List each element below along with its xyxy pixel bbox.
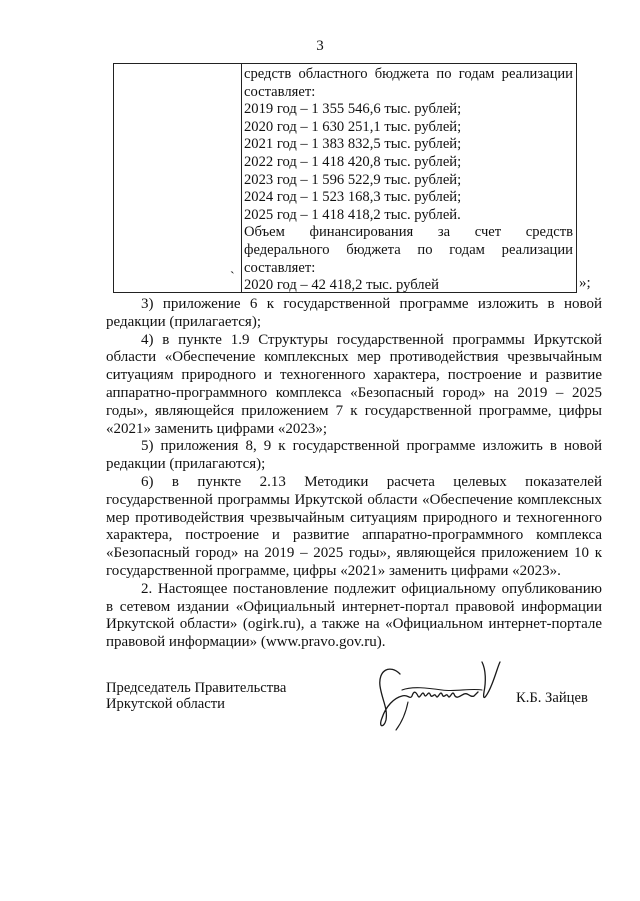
table-line: 2024 год – 1 523 168,3 тыс. рублей;: [244, 189, 462, 206]
table-line: 2020 год – 1 630 251,1 тыс. рублей;: [244, 118, 462, 135]
table-line: 2022 год – 1 418 420,8 тыс. рублей;: [244, 153, 462, 170]
table-line: составляет:: [244, 83, 316, 100]
financing-table: [113, 63, 577, 293]
signatory-title-line: Председатель Правительства: [106, 680, 287, 696]
table-line: 2020 год – 42 418,2 тыс. рублей: [244, 277, 439, 294]
document-body: [106, 296, 602, 652]
table-line: 2021 год – 1 383 832,5 тыс. рублей;: [244, 136, 462, 153]
paragraph: 4) в пункте 1.9 Структуры государственной программы Иркутской области «Обеспечение комплексных мер противодействия чрезвычайным ситуациям природного и техногенного характера, построение и развитие аппаратно-программного комплекса «Безопасный город» на 2019 – 2025 годы», являющейся приложением 7 к государственной программе, цифры «2021» заменить цифрами «2023»;: [106, 331, 602, 437]
paragraph: 3) приложение 6 к государственной программе изложить в новой редакции (прилагается);: [106, 296, 602, 330]
handwritten-signature: [372, 656, 504, 736]
signatory-name: К.Б. Зайцев: [516, 690, 588, 706]
table-line: составляет:: [244, 259, 316, 276]
table-closing-quote: »;: [579, 275, 591, 291]
paragraph: 6) в пункте 2.13 Методики расчета целевых показателей государственной программы Иркутской области «Обеспечение комплексных мер противодействия чрезвычайным ситуациям природного и техногенного характера, построение и развитие аппаратно-программного комплекса «Безопасный город» на 2019 – 2025 годы», являющейся приложением 10 к государственной программе, цифры «2021» заменить цифрами «2023».: [106, 473, 602, 579]
table-line: средств областного бюджета по годам реализации: [244, 66, 573, 82]
page-number: 3: [316, 38, 324, 54]
tick-mark: `: [230, 270, 235, 285]
table-line: 2023 год – 1 596 522,9 тыс. рублей;: [244, 171, 462, 188]
table-line: федерального бюджета по годам реализации: [244, 241, 573, 258]
signatory-title-line: Иркутской области: [106, 696, 225, 712]
table-content-cell: [244, 66, 573, 295]
table-column-divider: [241, 64, 242, 292]
signatory-title: [106, 680, 286, 712]
table-line: Объем финансирования за счет средств: [244, 224, 573, 241]
paragraph: 5) приложения 8, 9 к государственной программе изложить в новой редакции (прилагаются);: [106, 438, 602, 473]
paragraph: 2. Настоящее постановление подлежит официальному опубликованию в сетевом издании «Официальный интернет-портал правовой информации Иркутской области» (ogirk.ru), а также на «Официальном интернет-портале правовой информации» (www.pravo.gov.ru).: [106, 580, 602, 651]
table-line: 2019 год – 1 355 546,6 тыс. рублей;: [244, 101, 462, 118]
table-line: 2025 год – 1 418 418,2 тыс. рублей.: [244, 206, 461, 223]
